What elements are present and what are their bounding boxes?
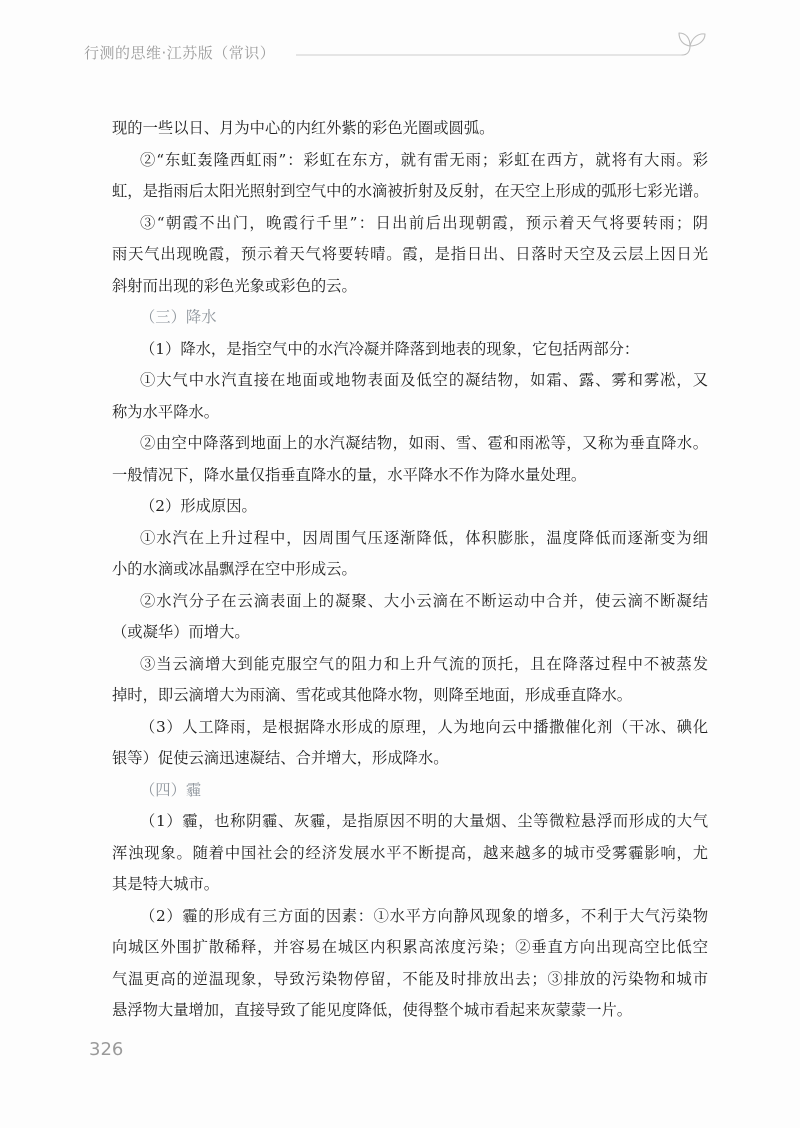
text-line: ①水汽在上升过程中，因周围气压逐渐降低，体积膨胀，温度降低而逐渐变为细 bbox=[140, 528, 708, 547]
paragraph bbox=[112, 712, 708, 775]
text-line: 掉时，即云滴增大为雨滴、雪花或其他降水物，则降至地面，形成垂直降水。 bbox=[112, 686, 633, 704]
text-line: 雨天气出现晚霞，预示着天气将要转晴。霞，是指日出、日落时天空及云层上因日光 bbox=[112, 245, 708, 263]
section-heading-text: （四）霾 bbox=[140, 780, 202, 799]
text-line: 斜射而出现的彩色光象或彩色的云。 bbox=[112, 276, 357, 295]
header-decoration bbox=[296, 28, 716, 62]
paragraph bbox=[112, 208, 708, 303]
section-heading bbox=[112, 775, 708, 807]
text-line: 现的一些以日、月为中心的内红外紫的彩色光圈或圆弧。 bbox=[112, 119, 495, 137]
paragraph bbox=[112, 523, 708, 586]
text-line: ③“朝霞不出门，晚霞行千里”：日出前后出现朝霞，预示着天气将要转雨；阴 bbox=[140, 213, 708, 232]
sprout-icon bbox=[679, 33, 705, 55]
text-line: ①大气中水汽直接在地面或地物表面及低空的凝结物，如霜、露、雾和雾凇，又 bbox=[140, 371, 708, 389]
page-body bbox=[112, 113, 708, 1027]
page-number: 326 bbox=[89, 1039, 124, 1060]
text-line: （2）形成原因。 bbox=[140, 497, 257, 515]
text-line: ②“东虹轰隆西虹雨”：彩虹在东方，就有雷无雨；彩虹在西方，就将有大雨。彩 bbox=[140, 150, 708, 169]
text-line: 称为水平降水。 bbox=[112, 402, 220, 421]
text-line: 其是特大城市。 bbox=[112, 875, 220, 893]
text-line: ③当云滴增大到能克服空气的阻力和上升气流的顶托，且在降落过程中不被蒸发 bbox=[140, 654, 708, 673]
text-line: 虹，是指雨后太阳光照射到空气中的水滴被折射及反射，在天空上形成的弧形七彩光谱。 bbox=[112, 182, 709, 200]
text-line: 银等）促使云滴迅速凝结、合并增大，形成降水。 bbox=[112, 749, 449, 767]
paragraph bbox=[112, 491, 708, 523]
running-head: 行测的思维·江苏版（常识） bbox=[84, 44, 276, 62]
text-line: （或凝华）而增大。 bbox=[112, 623, 250, 641]
text-line: （2）霾的形成有三方面的因素：①水平方向静风现象的增多，不利于大气污染物 bbox=[140, 906, 708, 925]
paragraph bbox=[112, 901, 708, 1027]
text-line: ②由空中降落到地面上的水汽凝结物，如雨、雪、雹和雨凇等，又称为垂直降水。 bbox=[140, 434, 708, 452]
paragraph bbox=[112, 649, 708, 712]
text-line: 悬浮物大量增加，直接导致了能见度降低，使得整个城市看起来灰蒙蒙一片。 bbox=[112, 1001, 633, 1019]
paragraph-continued bbox=[112, 113, 708, 145]
paragraph bbox=[112, 145, 708, 208]
section-heading-text: （三）降水 bbox=[140, 308, 217, 326]
paragraph bbox=[112, 334, 708, 366]
text-line: 一般情况下，降水量仅指垂直降水的量，水平降水不作为降水量处理。 bbox=[112, 465, 587, 484]
paragraph bbox=[112, 806, 708, 901]
text-line: 气温更高的逆温现象，导致污染物停留，不能及时排放出去；③排放的污染物和城市 bbox=[112, 969, 708, 988]
text-line: 浑浊现象。随着中国社会的经济发展水平不断提高，越来越多的城市受雾霾影响，尤 bbox=[112, 843, 708, 862]
paragraph bbox=[112, 586, 708, 649]
text-line: 小的水滴或冰晶飘浮在空中形成云。 bbox=[112, 560, 357, 578]
paragraph bbox=[112, 365, 708, 428]
paragraph bbox=[112, 428, 708, 491]
text-line: （1）降水，是指空气中的水汽冷凝并降落到地表的现象，它包括两部分： bbox=[140, 339, 640, 358]
text-line: （3）人工降雨，是根据降水形成的原理，人为地向云中播撒催化剂（干冰、碘化 bbox=[140, 717, 708, 736]
text-line: （1）霾，也称阴霾、灰霾，是指原因不明的大量烟、尘等微粒悬浮而形成的大气 bbox=[140, 812, 708, 830]
section-heading bbox=[112, 302, 708, 334]
text-line: ②水汽分子在云滴表面上的凝聚、大小云滴在不断运动中合并，使云滴不断凝结 bbox=[140, 591, 708, 610]
text-line: 向城区外围扩散稀释，并容易在城区内积累高浓度污染；②垂直方向出现高空比低空 bbox=[112, 938, 708, 956]
